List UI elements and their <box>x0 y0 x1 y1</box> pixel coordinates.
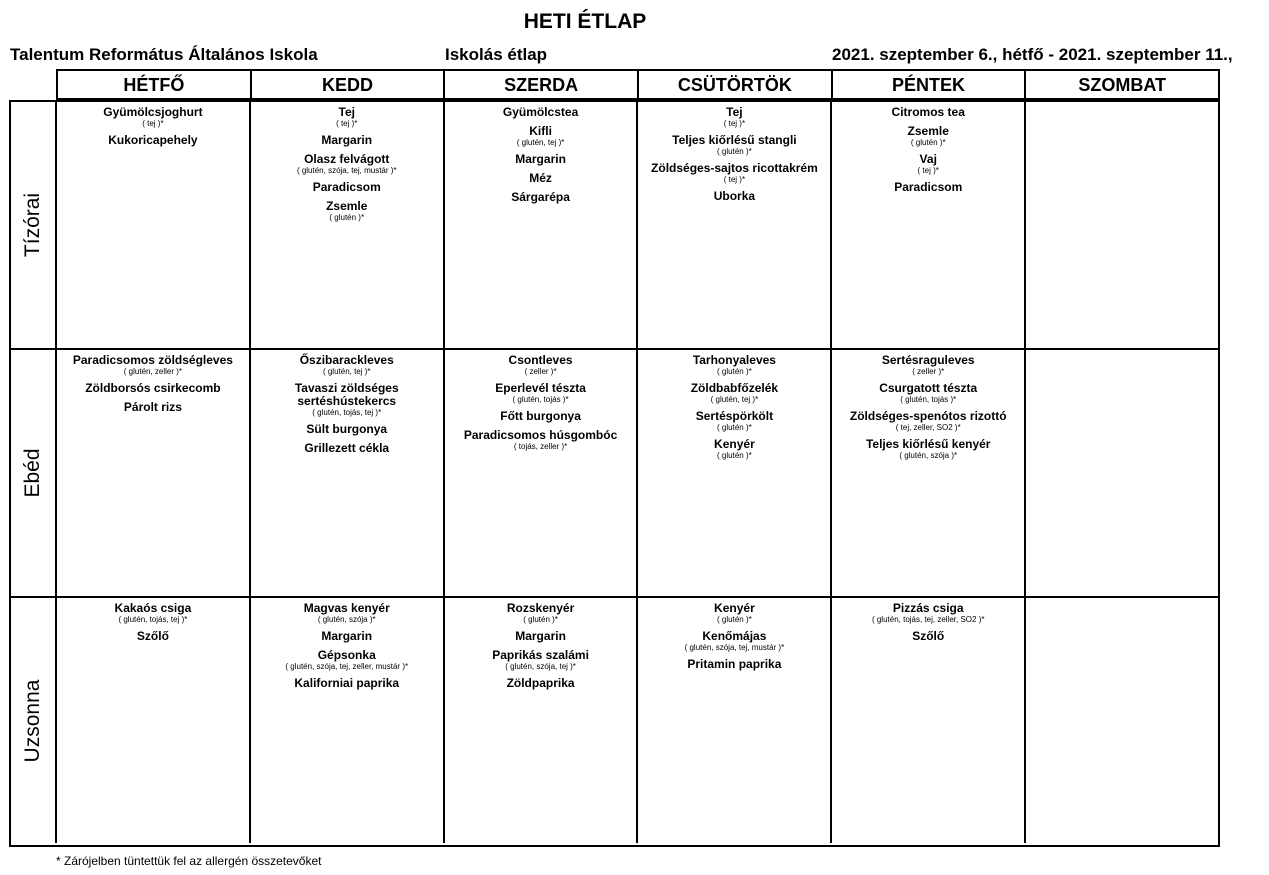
allergen-info: ( glutén, tojás )* <box>900 395 957 404</box>
menu-item <box>832 106 1024 119</box>
menu-cell-wednesday <box>445 350 639 596</box>
allergen-info: ( zeller )* <box>912 367 945 376</box>
dish-name: Párolt rizs <box>123 400 182 414</box>
menu-item <box>57 354 249 376</box>
dish-name: Paradicsomos zöldségleves <box>72 353 233 367</box>
dish-name: Teljes kiőrlésű kenyér <box>865 437 991 451</box>
menu-cell-saturday <box>1026 598 1218 843</box>
allergen-info: ( glutén, szója, tej, zeller, mustár )* <box>285 662 409 671</box>
menu-item <box>832 438 1024 460</box>
allergen-info: ( glutén, tej )* <box>322 367 371 376</box>
allergen-info: ( glutén )* <box>717 367 752 376</box>
dish-name: Sertésraguleves <box>881 353 975 367</box>
dish-name: Margarin <box>321 629 373 643</box>
dish-name: Kakaós csiga <box>114 601 192 615</box>
menu-item <box>251 677 443 690</box>
dish-name: Főtt burgonya <box>500 409 581 423</box>
allergen-info: ( glutén )* <box>717 423 752 432</box>
allergen-info: ( glutén, tojás )* <box>512 395 569 404</box>
dish-name: Sült burgonya <box>306 422 388 436</box>
menu-item <box>251 200 443 222</box>
menu-item <box>638 162 830 184</box>
menu-cell-monday <box>57 102 251 348</box>
menu-cell-saturday <box>1026 102 1218 348</box>
allergen-info: ( glutén, tej )* <box>710 395 759 404</box>
menu-cell-friday <box>832 102 1026 348</box>
dish-name: Zöldpaprika <box>506 676 575 690</box>
menu-item <box>251 134 443 147</box>
dish-name: Magvas kenyér <box>303 601 390 615</box>
meal-label-cell <box>11 102 57 348</box>
menu-item <box>445 649 637 671</box>
menu-item <box>445 630 637 643</box>
menu-item <box>251 602 443 624</box>
dish-name: Kaliforniai paprika <box>294 676 400 690</box>
allergen-info: ( glutén, szója, tej, mustár )* <box>296 166 397 175</box>
allergen-info: ( glutén )* <box>523 615 558 624</box>
day-header-row <box>56 69 1220 100</box>
dish-name: Paradicsomos húsgombóc <box>463 428 618 442</box>
allergen-info: ( glutén, tojás, tej )* <box>312 408 382 417</box>
menu-item <box>832 153 1024 175</box>
allergen-info: ( tej, zeller, SO2 )* <box>895 423 961 432</box>
allergen-footnote: * Zárójelben tüntettük fel az allergén összetevőket <box>56 854 322 868</box>
dish-name: Zöldséges-sajtos ricottakrém <box>651 161 818 175</box>
dish-name: Uborka <box>713 189 756 203</box>
menu-cell-monday <box>57 598 251 843</box>
dish-name: Citromos tea <box>891 105 965 119</box>
allergen-info: ( glutén )* <box>910 138 946 147</box>
allergen-info: ( zeller )* <box>524 367 557 376</box>
dish-name: Teljes kiőrlésű stangli <box>672 133 797 147</box>
dish-name: Zöldborsós csirkecomb <box>85 381 221 395</box>
dish-name: Margarin <box>515 152 566 166</box>
menu-item <box>832 354 1024 376</box>
day-header-friday: PÉNTEK <box>833 71 1027 98</box>
menu-item <box>832 125 1024 147</box>
menu-item <box>638 190 830 203</box>
meal-label: Tízórai <box>21 192 44 258</box>
dish-name: Gyümölcsjoghurt <box>103 105 203 119</box>
menu-item <box>57 382 249 395</box>
dish-name: Pritamin paprika <box>687 657 782 671</box>
meal-row-1 <box>11 102 1218 350</box>
allergen-info: ( tej )* <box>142 119 164 128</box>
menu-cell-tuesday <box>251 102 445 348</box>
menu-item <box>251 181 443 194</box>
menu-cell-monday <box>57 350 251 596</box>
allergen-info: ( glutén, szója, tej )* <box>505 662 576 671</box>
dish-name: Olasz felvágott <box>304 152 390 166</box>
meal-label: Ebéd <box>21 448 44 498</box>
allergen-info: ( tej )* <box>723 175 746 184</box>
dish-name: Szőlő <box>136 629 169 643</box>
menu-item <box>251 153 443 175</box>
dish-name: Csontleves <box>508 353 573 367</box>
dish-name: Csurgatott tészta <box>879 381 978 395</box>
menu-item <box>57 602 249 624</box>
dish-name: Gyümölcstea <box>502 105 579 119</box>
menu-item <box>251 382 443 417</box>
allergen-info: ( tojás, zeller )* <box>513 442 568 451</box>
dish-name: Kifli <box>529 124 552 138</box>
menu-cell-friday <box>832 598 1026 843</box>
dish-name: Kukoricapehely <box>108 133 198 147</box>
allergen-info: ( glutén, szója )* <box>899 451 958 460</box>
dish-name: Paprikás szalámi <box>492 648 589 662</box>
dish-name: Pizzás csiga <box>892 601 964 615</box>
day-header-saturday: SZOMBAT <box>1078 75 1167 95</box>
menu-item <box>445 602 637 624</box>
menu-item <box>57 106 249 128</box>
allergen-info: ( glutén, tej )* <box>516 138 565 147</box>
allergen-info: ( glutén )* <box>717 147 752 156</box>
dish-name: Vaj <box>919 152 937 166</box>
menu-item <box>445 153 637 166</box>
menu-item <box>638 630 830 652</box>
allergen-info: ( glutén )* <box>717 451 752 460</box>
dish-name: Sárgarépa <box>511 190 570 204</box>
dish-name: Méz <box>529 171 552 185</box>
dish-name: Zöldbabfőzelék <box>690 381 779 395</box>
menu-item <box>638 410 830 432</box>
menu-item <box>638 134 830 156</box>
menu-cell-friday <box>832 350 1026 596</box>
menu-item <box>251 442 443 455</box>
school-name: Talentum Református Általános Iskola <box>10 45 318 64</box>
menu-item <box>445 354 637 376</box>
menu-item <box>832 602 1024 624</box>
day-header-wednesday: SZERDA <box>445 71 639 98</box>
menu-item <box>445 382 637 404</box>
meal-label-cell <box>11 350 57 596</box>
menu-cell-thursday <box>638 598 832 843</box>
meal-row-2 <box>11 350 1218 598</box>
menu-cell-tuesday <box>251 350 445 596</box>
dish-name: Gépsonka <box>317 648 376 662</box>
menu-item <box>445 125 637 147</box>
allergen-info: ( glutén, szója )* <box>317 615 376 624</box>
menu-item <box>832 181 1024 194</box>
menu-item <box>251 354 443 376</box>
day-header-monday: HÉTFŐ <box>58 71 252 98</box>
dish-name: Sertéspörkölt <box>695 409 774 423</box>
menu-item <box>638 438 830 460</box>
menu-item <box>638 658 830 671</box>
dish-name: Paradicsom <box>312 180 381 194</box>
meal-row-3 <box>11 598 1218 843</box>
menu-cell-wednesday <box>445 102 639 348</box>
menu-item <box>57 134 249 147</box>
allergen-info: ( tej )* <box>336 119 358 128</box>
menu-item <box>445 429 637 451</box>
dish-name: Margarin <box>515 629 566 643</box>
menu-item <box>832 630 1024 643</box>
dish-name: Kenyér <box>714 437 755 451</box>
dish-name: Zöldséges-spenótos rizottó <box>849 409 1007 423</box>
dish-name: Tej <box>338 105 355 119</box>
dish-name: Margarin <box>321 133 373 147</box>
menu-item <box>638 602 830 624</box>
menu-type: Iskolás étlap <box>445 45 548 64</box>
dish-name: Grillezett cékla <box>304 441 390 455</box>
menu-cell-saturday <box>1026 350 1218 596</box>
day-header-tuesday: KEDD <box>252 71 446 98</box>
day-header-thursday: CSÜTÖRTÖK <box>639 71 833 98</box>
allergen-info: ( tej )* <box>917 166 939 175</box>
allergen-info: ( tej )* <box>723 119 746 128</box>
menu-item <box>638 382 830 404</box>
menu-cell-tuesday <box>251 598 445 843</box>
dish-name: Őszibarackleves <box>299 353 394 367</box>
menu-item <box>445 191 637 204</box>
menu-item <box>251 106 443 128</box>
menu-grid <box>9 100 1220 847</box>
menu-item <box>832 382 1024 404</box>
menu-item <box>445 172 637 185</box>
dish-name: Tej <box>726 105 743 119</box>
allergen-info: ( glutén, tojás, tej )* <box>118 615 188 624</box>
menu-item <box>445 677 637 690</box>
allergen-info: ( glutén, tojás, tej, zeller, SO2 )* <box>871 615 985 624</box>
allergen-info: ( glutén )* <box>717 615 752 624</box>
page-title: HETI ÉTLAP <box>523 10 647 33</box>
dish-name: Rozskenyér <box>506 601 575 615</box>
menu-item <box>251 649 443 671</box>
dish-name: Tarhonyaleves <box>692 353 776 367</box>
dish-name: Szőlő <box>912 629 945 643</box>
menu-item <box>251 630 443 643</box>
allergen-info: ( glutén, zeller )* <box>123 367 183 376</box>
allergen-info: ( glutén, szója, tej, mustár )* <box>684 643 785 652</box>
menu-item <box>638 106 830 128</box>
menu-cell-thursday <box>638 350 832 596</box>
dish-name: Zsemle <box>907 124 949 138</box>
dish-name: Paradicsom <box>894 180 963 194</box>
menu-item <box>445 410 637 423</box>
dish-name: Zsemle <box>326 199 368 213</box>
menu-item <box>57 630 249 643</box>
meal-label: Uzsonna <box>21 679 44 762</box>
menu-item <box>445 106 637 119</box>
menu-item <box>638 354 830 376</box>
dish-name: Eperlevél tészta <box>495 381 586 395</box>
menu-cell-thursday <box>638 102 832 348</box>
dish-name: Kenőmájas <box>702 629 767 643</box>
date-range: 2021. szeptember 6., hétfő - 2021. szeptember 11., <box>832 45 1233 64</box>
menu-cell-wednesday <box>445 598 639 843</box>
dish-name: Kenyér <box>714 601 755 615</box>
allergen-info: ( glutén )* <box>329 213 365 222</box>
dish-name: Tavaszi zöldséges sertéshústekercs <box>294 381 399 408</box>
meal-label-cell <box>11 598 57 843</box>
menu-item <box>251 423 443 436</box>
menu-item <box>832 410 1024 432</box>
menu-item <box>57 401 249 414</box>
